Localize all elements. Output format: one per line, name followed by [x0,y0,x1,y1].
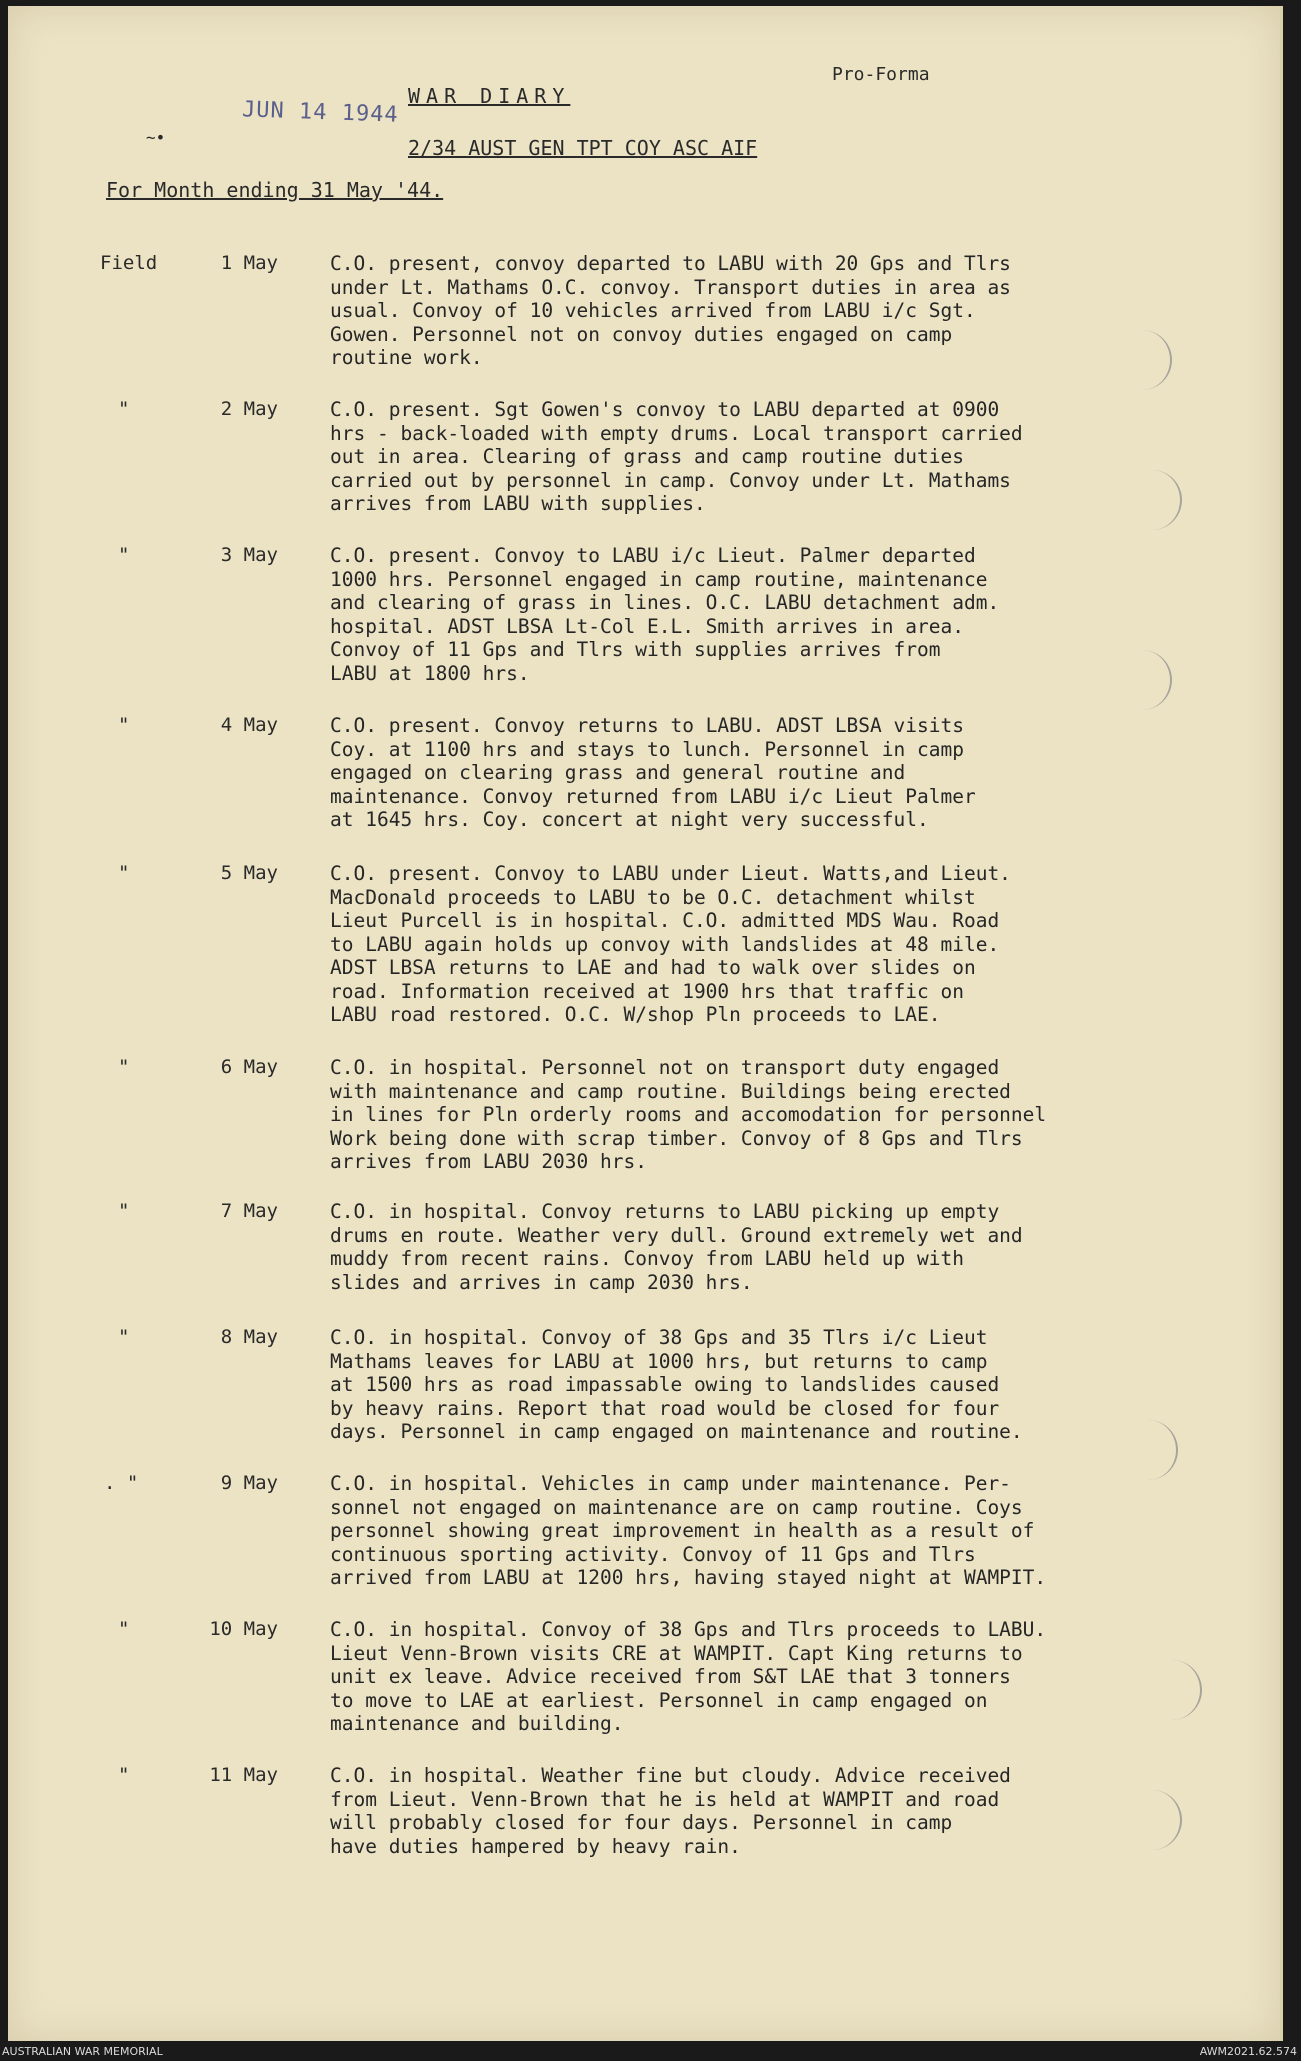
entry-text: C.O. in hospital. Weather fine but cloudy. Advice received from Lieut. Venn-Brown that he is held at WAMPIT and road will probably closed for four days. Personnel in camp have duties hampered by heavy rain. [330,1764,1011,1858]
entry-place: " [118,1618,130,1640]
footer-credit: AUSTRALIAN WAR MEMORIAL [2,2045,163,2058]
entry-date: 4 May [220,714,278,736]
entry-text: C.O. in hospital. Personnel not on transport duty engaged with maintenance and camp routine. Buildings being erected in lines for Pln orderly rooms and accomodation for personnel Work being done with scrap timber. Convoy of 8 Gps and Tlrs arrives from LABU 2030 hrs. [330,1056,1047,1173]
entry-text: C.O. present. Sgt Gowen's convoy to LABU departed at 0900 hrs - back-loaded with empty drums. Local transport carried out in area. Clearing of grass and camp routine duties carried out by personnel in camp. Convoy under Lt. Mathams arrives from LABU with supplies. [330,398,1023,515]
entry-date: 3 May [220,544,278,566]
ink-mark: ~• [146,128,166,147]
entry-place: Field [100,252,158,274]
entry-text: C.O. in hospital. Convoy returns to LABU picking up empty drums en route. Weather very dull. Ground extremely wet and muddy from recent rains. Convoy from LABU held up with slides and arrives in camp 2030 hrs. [330,1200,1023,1294]
entry-place: " [118,1056,130,1078]
entry-place: " [118,1764,130,1786]
entry-place: " [118,544,130,566]
entry-text: C.O. in hospital. Convoy of 38 Gps and 35 Tlrs i/c Lieut Mathams leaves for LABU at 1000 hrs, but returns to camp at 1500 hrs as road impassable owing to landslides caused by heavy rains. Report that road would be closed for four days. Personnel in camp engaged on maintenance and routine. [330,1326,1023,1443]
entry-place: " [118,862,130,884]
month-heading: For Month ending 31 May '44. [106,178,444,202]
entry-text: C.O. present. Convoy returns to LABU. ADST LBSA visits Coy. at 1100 hrs and stays to lunch. Personnel in camp engaged on clearing grass and general routine and maintenance. Convoy returned from LABU i/c Lieut Palmer at 1645 hrs. Coy. concert at night very successful. [330,714,976,831]
entry-text: C.O. present. Convoy to LABU under Lieut. Watts,and Lieut. MacDonald proceeds to LABU to be O.C. detachment whilst Lieut Purcell is in hospital. C.O. admitted MDS Wau. Road to LABU again holds up convoy with landslides at 48 mile. ADST LBSA returns to LAE and had to walk over slides on road. Information received at 1900 hrs that traffic on LABU road restored. O.C. W/shop Pln proceeds to LAE. [330,862,1011,1026]
page-edge [1280,6,1283,2041]
entry-date: 5 May [220,862,278,884]
entry-date: 8 May [220,1326,278,1348]
entry-date: 11 May [209,1764,278,1786]
entry-date: 7 May [220,1200,278,1222]
entry-date: 2 May [220,398,278,420]
entry-text: C.O. in hospital. Convoy of 38 Gps and Tlrs proceeds to LABU. Lieut Venn-Brown visits CRE at WAMPIT. Capt King returns to unit ex leave. Advice received from S&T LAE that 3 tonners to move to LAE at earliest. Personnel in camp engaged on maintenance and building. [330,1618,1047,1735]
footer-bar [0,2043,1301,2061]
page-title: WAR DIARY [408,84,571,108]
entry-date: 1 May [220,252,278,274]
entry-place: " [118,714,130,736]
entry-text: C.O. in hospital. Vehicles in camp under maintenance. Per- sonnel not engaged on maintenance are on camp routine. Coys personnel showing great improvement in health as a result of continuous sporting activity. Convoy of 11 Gps and Tlrs arrived from LABU at 1200 hrs, having stayed night at WAMPIT. [330,1472,1047,1589]
unit-name: 2/34 AUST GEN TPT COY ASC AIF [408,136,758,160]
entry-date: 9 May [220,1472,278,1494]
entry-place: " [118,1326,130,1348]
entry-date: 6 May [220,1056,278,1078]
entry-place: . " [104,1472,139,1494]
entry-date: 10 May [209,1618,278,1640]
entry-place: " [118,1200,130,1222]
pro-forma-label: Pro-Forma [832,64,930,85]
entry-place: " [118,398,130,420]
entry-text: C.O. present. Convoy to LABU i/c Lieut. Palmer departed 1000 hrs. Personnel engaged in camp routine, maintenance and clearing of grass in lines. O.C. LABU detachment adm. hospital. ADST LBSA Lt-Col E.L. Smith arrives in area. Convoy of 11 Gps and Tlrs with supplies arrives from LABU at 1800 hrs. [330,544,1000,685]
date-stamp: JUN 14 1944 [241,97,400,128]
footer-reference: AWM2021.62.574 [1199,2045,1297,2058]
entry-text: C.O. present, convoy departed to LABU with 20 Gps and Tlrs under Lt. Mathams O.C. convoy. Transport duties in area as usual. Convoy of 10 vehicles arrived from LABU i/c Sgt. Gowen. Personnel not on convoy duties engaged on camp routine work. [330,252,1011,369]
